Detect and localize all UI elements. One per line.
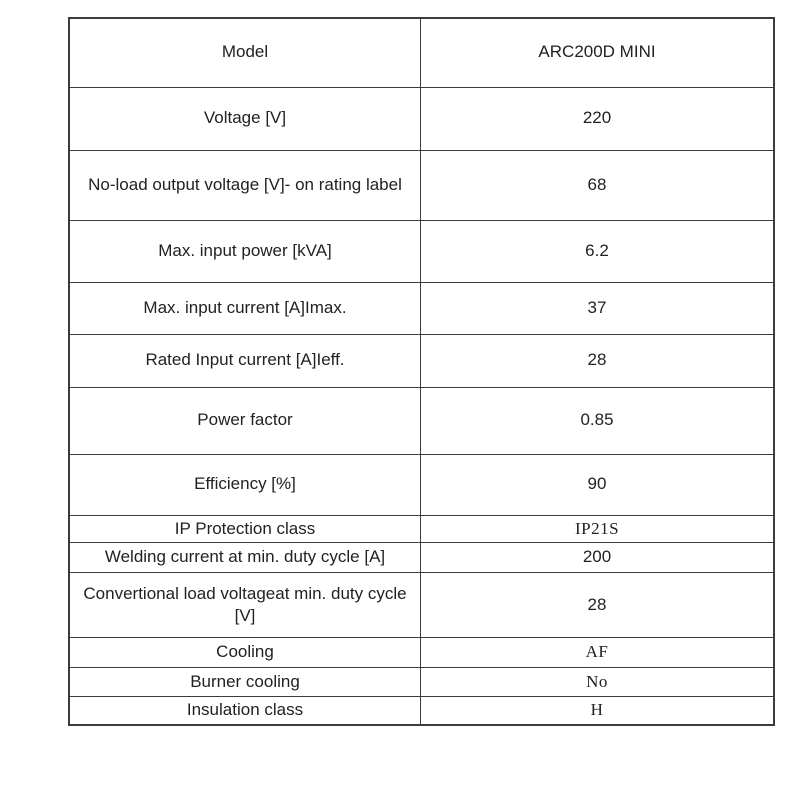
- table-row: [69, 334, 774, 387]
- table-row: [69, 515, 774, 543]
- spec-label: Voltage [V]: [69, 87, 421, 150]
- spec-value: 0.85: [421, 387, 775, 454]
- table-row: [69, 697, 774, 725]
- spec-label: Max. input power [kVA]: [69, 220, 421, 282]
- spec-value: ARC200D MINI: [421, 18, 775, 87]
- spec-label: Insulation class: [69, 697, 421, 725]
- table-row: [69, 638, 774, 668]
- spec-value: 28: [421, 573, 775, 638]
- spec-label: Cooling: [69, 638, 421, 668]
- table-row: [69, 543, 774, 573]
- spec-value: 6.2: [421, 220, 775, 282]
- table-row: [69, 573, 774, 638]
- table-row: [69, 150, 774, 220]
- spec-label: Max. input current [A]Imax.: [69, 282, 421, 334]
- spec-value: 37: [421, 282, 775, 334]
- spec-value: 68: [421, 150, 775, 220]
- spec-value: 220: [421, 87, 775, 150]
- spec-value: 28: [421, 334, 775, 387]
- spec-label: Convertional load voltageat min. duty cycle [V]: [69, 573, 421, 638]
- table-row: [69, 387, 774, 454]
- table-row: [69, 282, 774, 334]
- spec-label: Rated Input current [A]Ieff.: [69, 334, 421, 387]
- spec-value: AF: [421, 638, 775, 668]
- spec-label: No-load output voltage [V]- on rating label: [69, 150, 421, 220]
- spec-label: IP Protection class: [69, 515, 421, 543]
- spec-table-body: [69, 18, 774, 725]
- spec-value: 200: [421, 543, 775, 573]
- spec-value: 90: [421, 454, 775, 515]
- spec-table: [68, 17, 775, 726]
- spec-value: H: [421, 697, 775, 725]
- table-row: [69, 220, 774, 282]
- spec-label: Welding current at min. duty cycle [A]: [69, 543, 421, 573]
- spec-label: Power factor: [69, 387, 421, 454]
- table-row: [69, 454, 774, 515]
- spec-label: Model: [69, 18, 421, 87]
- spec-value: IP21S: [421, 515, 775, 543]
- spec-label: Efficiency [%]: [69, 454, 421, 515]
- table-row: [69, 668, 774, 697]
- spec-label: Burner cooling: [69, 668, 421, 697]
- spec-value: No: [421, 668, 775, 697]
- table-row: [69, 87, 774, 150]
- table-row: [69, 18, 774, 87]
